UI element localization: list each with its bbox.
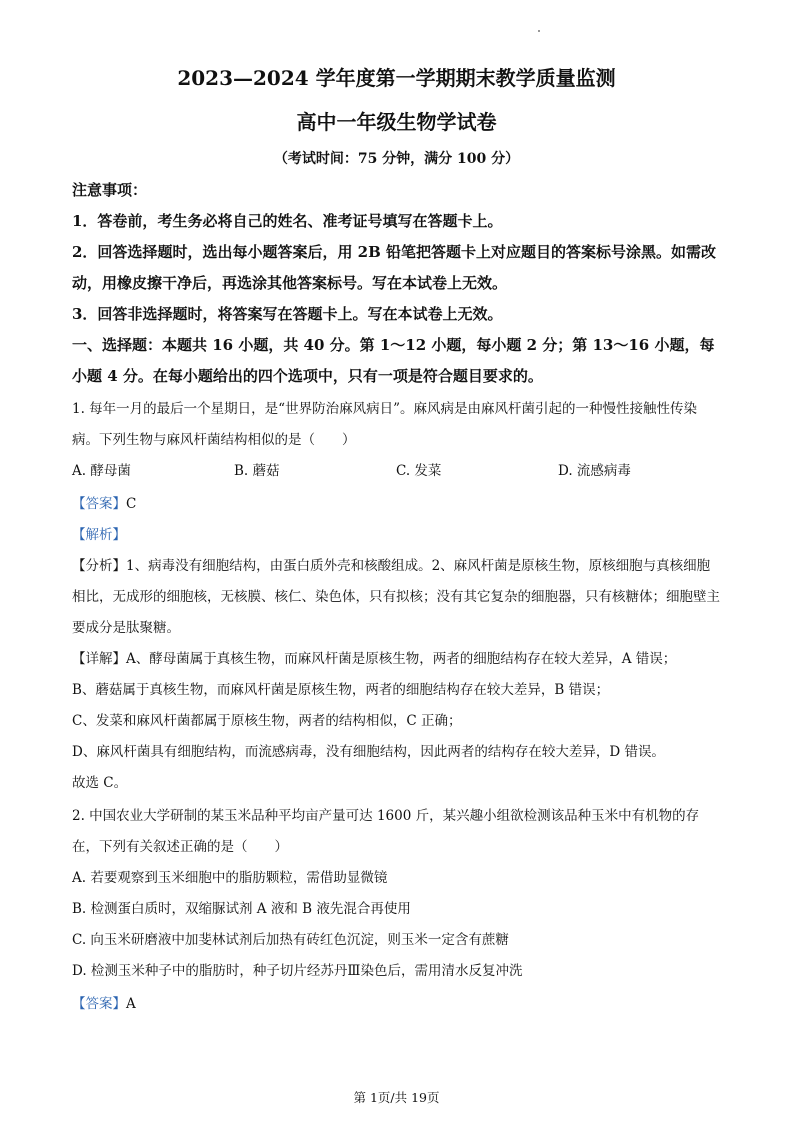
question-1-analysis-tag: 【解析】 bbox=[72, 527, 126, 543]
answer-tag: 【答案】 bbox=[72, 496, 126, 512]
answer-tag: 【答案】 bbox=[72, 996, 126, 1012]
question-1-stem: 1. 每年一月的最后一个星期日，是“世界防治麻风病日”。麻风病是由麻风杆菌引起的一种慢性接触性传染病。下列生物与麻风杆菌结构相似的是（ ） bbox=[72, 401, 697, 448]
answer-value: C bbox=[126, 496, 137, 512]
question-1-fenxi bbox=[72, 551, 722, 644]
fenxi-tag: 【分析】 bbox=[72, 558, 126, 574]
q2-option-d: D. 检测玉米种子中的脂肪时，种子切片经苏丹Ⅲ染色后，需用清水反复冲洗 bbox=[72, 963, 523, 979]
fenxi-text: 1、病毒没有细胞结构，由蛋白质外壳和核酸组成。2、麻风杆菌是原核生物，原核细胞与真核细胞相比，无成形的细胞核，无核膜、核仁、染色体，只有拟核；没有其它复杂的细胞器，只有核糖体；细胞壁主要成分是肽聚糖。 bbox=[72, 558, 720, 636]
q2-option-a: A. 若要观察到玉米细胞中的脂肪颗粒，需借助显微镜 bbox=[72, 870, 388, 886]
xiangjie-line-3: C、发菜和麻风杆菌都属于原核生物，两者的结构相似，C 正确； bbox=[72, 713, 462, 729]
notes-heading: 注意事项： bbox=[72, 181, 148, 199]
content bbox=[72, 175, 722, 1020]
xiangjie-line-1: A、酵母菌属于真核生物，而麻风杆菌是原核生物，两者的细胞结构存在较大差异，A 错误； bbox=[126, 651, 677, 667]
question-1-options bbox=[72, 456, 722, 487]
decorative-dot bbox=[538, 30, 540, 32]
option-b: B. 蘑菇 bbox=[234, 463, 280, 479]
page-title: 2023—2024 学年度第一学期期末教学质量监测 bbox=[177, 66, 616, 90]
xiangjie-tag: 【详解】 bbox=[72, 651, 126, 667]
xiangjie-line-4: D、麻风杆菌具有细胞结构，而流感病毒，没有细胞结构，因此两者的结构存在较大差异，D 错误。 bbox=[72, 744, 665, 760]
page-number: 第 1页/共 19页 bbox=[353, 1090, 440, 1105]
q2-option-b: B. 检测蛋白质时，双缩脲试剂 A 液和 B 液先混合再使用 bbox=[72, 901, 411, 917]
note-item-3: 3．回答非选择题时，将答案写在答题卡上。写在本试卷上无效。 bbox=[72, 305, 503, 323]
note-item-2: 2．回答选择题时，选出每小题答案后，用 2B 铅笔把答题卡上对应题目的答案标号涂黑。如需改动，用橡皮擦干净后，再选涂其他答案标号。写在本试卷上无效。 bbox=[72, 243, 717, 292]
exam-info: （考试时间：75 分钟，满分 100 分） bbox=[273, 151, 520, 167]
question-1-xiangjie bbox=[72, 644, 722, 675]
section-heading: 一、选择题：本题共 16 小题，共 40 分。第 1～12 小题，每小题 2 分；第 13～16 小题，每小题 4 分。在每小题给出的四个选项中，只有一项是符合题目要求的。 bbox=[72, 336, 715, 385]
question-1-answer bbox=[72, 489, 722, 520]
page-subtitle: 高中一年级生物学试卷 bbox=[296, 110, 497, 134]
option-d: D. 流感病毒 bbox=[558, 463, 631, 479]
q2-option-c: C. 向玉米研磨液中加斐林试剂后加热有砖红色沉淀，则玉米一定含有蔗糖 bbox=[72, 932, 509, 948]
xiangjie-line-2: B、蘑菇属于真核生物，而麻风杆菌是原核生物，两者的细胞结构存在较大差异，B 错误； bbox=[72, 682, 610, 698]
option-a: A. 酵母菌 bbox=[72, 463, 131, 479]
question-2-stem: 2. 中国农业大学研制的某玉米品种平均亩产量可达 1600 斤，某兴趣小组欲检测该品种玉米中有机物的存在，下列有关叙述正确的是（ ） bbox=[72, 808, 700, 855]
question-2-answer bbox=[72, 989, 722, 1020]
xiangjie-line-5: 故选 C。 bbox=[72, 775, 128, 791]
answer-value: A bbox=[126, 996, 136, 1012]
note-item-1: 1．答卷前，考生务必将自己的姓名、准考证号填写在答题卡上。 bbox=[72, 212, 503, 230]
option-c: C. 发菜 bbox=[396, 463, 442, 479]
